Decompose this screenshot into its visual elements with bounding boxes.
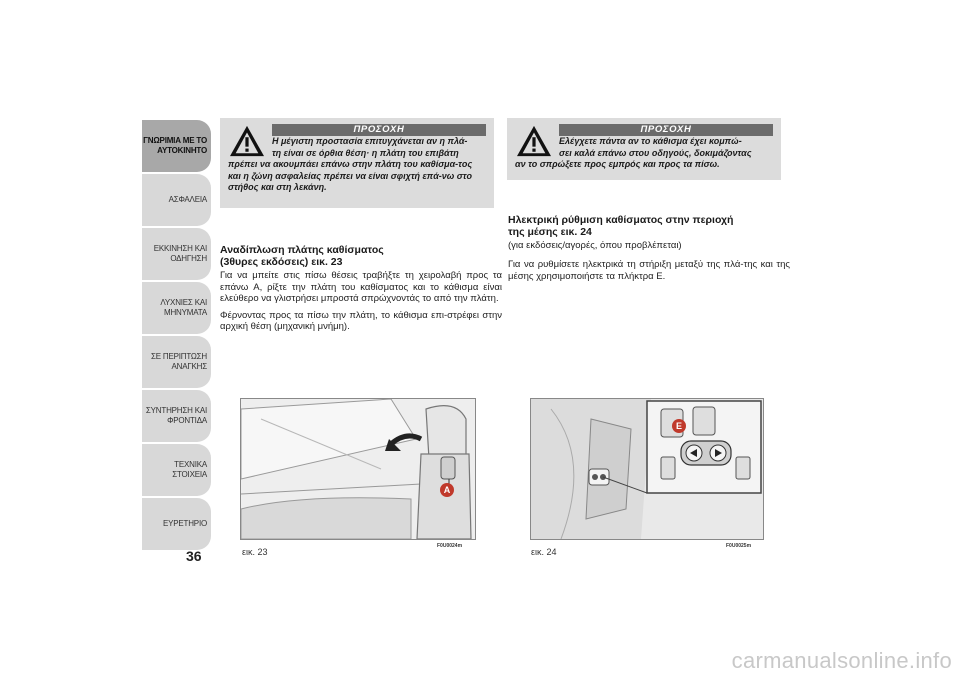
seat-illustration xyxy=(241,399,475,539)
tab-emergency[interactable]: ΣΕ ΠΕΡΙΠΤΩΣΗ ΑΝΑΓΚΗΣ xyxy=(141,336,211,388)
section-heading-backrest-fold: Αναδίπλωση πλάτης καθίσματος (3θυρες εκδόσεις) εικ. 23 xyxy=(220,244,384,268)
figure-23-code: F0U0024m xyxy=(437,543,463,549)
right-body-text: Για να ρυθμίσετε ηλεκτρικά τη στήριξη μεταξύ της πλά-της και της μέσης χρησιμοποιήστε τα πλήκτρα E. xyxy=(508,259,790,282)
page-number: 36 xyxy=(186,548,202,564)
lumbar-controls-illustration xyxy=(531,399,763,539)
tab-index[interactable]: ΕΥΡΕΤΗΡΙΟ xyxy=(141,498,211,550)
tab-maintenance[interactable]: ΣΥΝΤΗΡΗΣΗ ΚΑΙ ΦΡΟΝΤΙΔΑ xyxy=(141,390,211,442)
watermark-text: carmanualsonline.info xyxy=(731,648,952,673)
tab-technical-data[interactable]: ΤΕΧΝΙΚΑ ΣΤΟΙΧΕΙΑ xyxy=(141,444,211,496)
figure-24-code: F0U0025m xyxy=(726,543,752,549)
warning-text: Η μέγιστη προστασία επιτυγχάνεται αν η πλά- τη είναι σε όρθια θέση· η πλάτη του επιβάτη πρέπει να ακουμπάει επάνω στην πλάτη του καθίσμα-τος και η ζώνη ασφαλείας πρέπει να είναι σφιχτή επά-νω στο στήθος και στη λεκάνη. xyxy=(228,136,473,192)
warning-text: Ελέγχετε πάντα αν το κάθισμα έχει κομπώ- σει καλά επάνω στου οδηγούς, δοκιμάζοντας αν το σπρώξετε προς εμπρός και προς τα πίσω. xyxy=(515,136,752,169)
callout-e-label: E xyxy=(672,419,686,433)
left-body-text: Για να μπείτε στις πίσω θέσεις τραβήξτε τη χειρολαβή προς τα επάνω A, ρίξτε την πλάτη του καθίσματος και το κάθισμα είναι ελεύθερο να γλιστρήσει μπροστά σπρώχνοντάς το από την πλάτη. Φέρνοντας προς τα πίσω την πλάτη, το κάθισμα επι-στρέφει στην αρχική θέση (μηχανική μνήμη). xyxy=(220,270,502,332)
tab-getting-to-know[interactable]: ΓΝΩΡΙΜΙΑ ΜΕ ΤΟ ΑΥΤΟΚΙΝΗΤΟ xyxy=(141,120,211,172)
warning-title: ΠΡΟΣΟΧΗ xyxy=(272,124,486,136)
right-warning-box xyxy=(507,118,781,180)
callout-a-label: A xyxy=(440,483,454,497)
tab-warning-lights[interactable]: ΛΥΧΝΙΕΣ ΚΑΙ ΜΗΝΥΜΑΤΑ xyxy=(141,282,211,334)
figure-24-caption: εικ. 24 xyxy=(531,547,557,557)
figure-23 xyxy=(240,398,476,540)
right-subnote: (για εκδόσεις/αγορές, όπου προβλέπεται) xyxy=(508,240,682,251)
warning-triangle-icon xyxy=(228,124,266,158)
section-heading-lumbar: Ηλεκτρική ρύθμιση καθίσματος στην περιοχή της μέσης εικ. 24 xyxy=(508,214,734,238)
left-warning-box xyxy=(220,118,494,208)
warning-title: ΠΡΟΣΟΧΗ xyxy=(559,124,773,136)
warning-triangle-icon xyxy=(515,124,553,158)
figure-24 xyxy=(530,398,764,540)
tab-safety[interactable]: ΑΣΦΑΛΕΙΑ xyxy=(141,174,211,226)
chapter-tabs xyxy=(141,120,211,552)
tab-starting-driving[interactable]: ΕΚΚΙΝΗΣΗ ΚΑΙ ΟΔΗΓΗΣΗ xyxy=(141,228,211,280)
figure-23-caption: εικ. 23 xyxy=(242,547,268,557)
